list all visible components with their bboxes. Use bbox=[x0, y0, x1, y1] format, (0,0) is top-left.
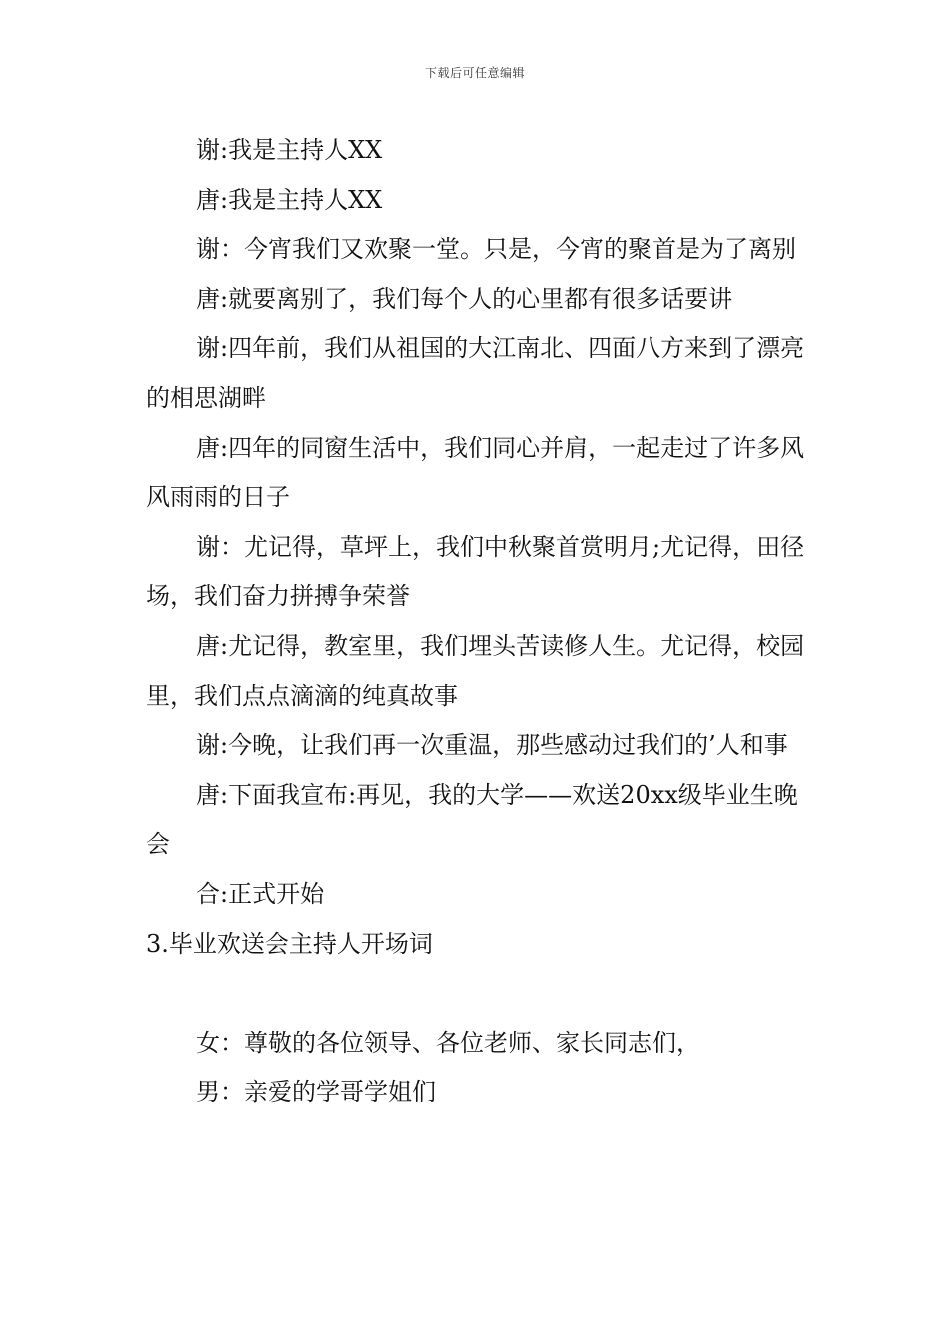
dialogue-line: 谢：尤记得，草坪上，我们中秋聚首赏明月;尤记得，田径场，我们奋力拼搏争荣誉 bbox=[146, 532, 805, 611]
dialogue-line: 唐:四年的同窗生活中，我们同心并肩，一起走过了许多风风雨雨的日子 bbox=[146, 433, 805, 512]
dialogue-line: 男：亲爱的学哥学姐们 bbox=[196, 1078, 436, 1107]
dialogue-line: 女：尊敬的各位领导、各位老师、家长同志们， bbox=[196, 1028, 700, 1057]
dialogue-line: 唐:就要离别了，我们每个人的心里都有很多话要讲 bbox=[196, 284, 733, 313]
page-header: 下载后可任意编辑 bbox=[424, 66, 525, 80]
dialogue-line: 唐:尤记得，教室里，我们埋头苦读修人生。尤记得，校园里，我们点点滴滴的纯真故事 bbox=[146, 631, 805, 710]
dialogue-line: 合:正式开始 bbox=[196, 879, 325, 908]
blank-line bbox=[146, 969, 810, 1019]
document-body bbox=[146, 126, 810, 1118]
section-heading: 3.毕业欢送会主持人开场词 bbox=[146, 929, 433, 958]
dialogue-line: 唐:下面我宣布:再见，我的大学——欢送20xx级毕业生晚会 bbox=[146, 780, 798, 859]
dialogue-line: 谢:四年前，我们从祖国的大江南北、四面八方来到了漂亮的相思湖畔 bbox=[146, 334, 805, 412]
dialogue-line: 谢:今晚，让我们再一次重温，那些感动过我们的’人和事 bbox=[196, 731, 788, 760]
dialogue-line: 谢:我是主持人XX bbox=[196, 136, 383, 164]
dialogue-line: 谢：今宵我们又欢聚一堂。只是，今宵的聚首是为了离别 bbox=[196, 235, 796, 264]
dialogue-line: 唐:我是主持人XX bbox=[196, 185, 383, 214]
